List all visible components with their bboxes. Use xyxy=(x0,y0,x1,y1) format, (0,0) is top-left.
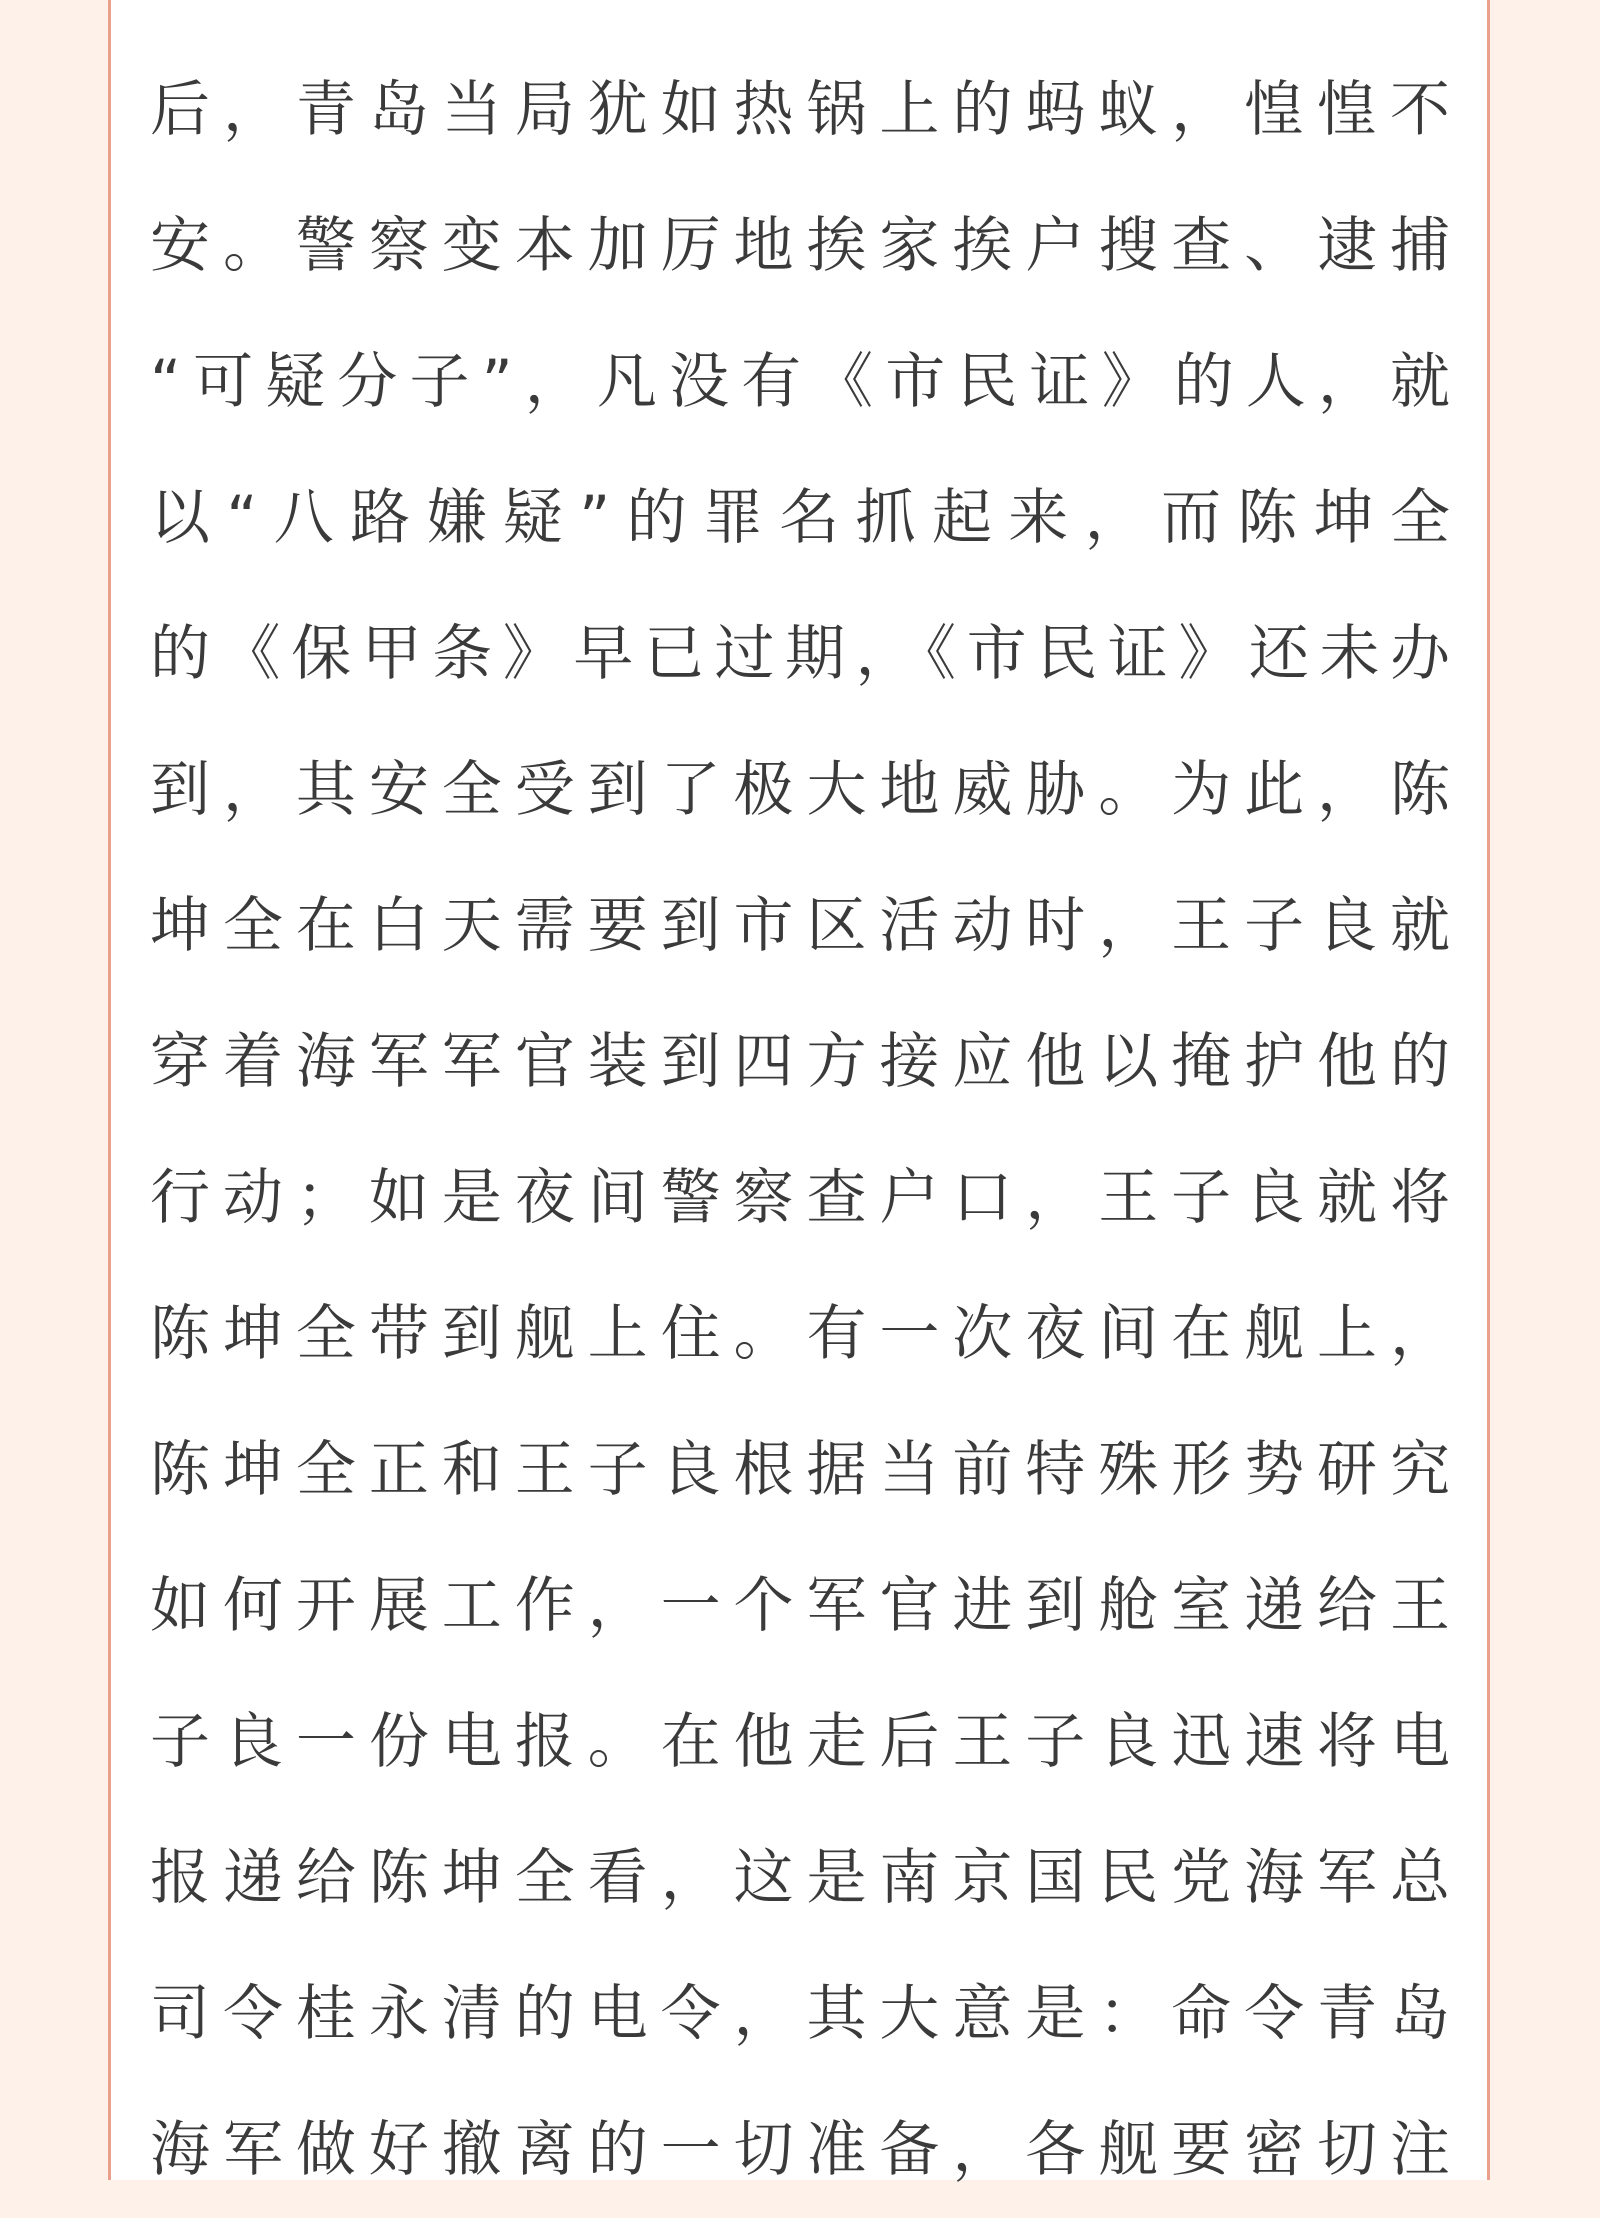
text-line: 到，其安全受到了极大地威胁。为此，陈 xyxy=(150,755,1450,825)
text-line: “可疑分子”，凡没有《市民证》的人，就 xyxy=(150,347,1450,417)
text-line: 陈坤全带到舰上住。有一次夜间在舰上， xyxy=(150,1299,1450,1369)
text-line: 陈坤全正和王子良根据当前特殊形势研究 xyxy=(150,1435,1450,1505)
text-line: 以“八路嫌疑”的罪名抓起来，而陈坤全 xyxy=(150,483,1450,553)
text-line: 坤全在白天需要到市区活动时，王子良就 xyxy=(150,891,1450,961)
article-body xyxy=(150,42,1450,2218)
text-line: 子良一份电报。在他走后王子良迅速将电 xyxy=(150,1707,1450,1777)
text-line: 的《保甲条》早已过期，《市民证》还未办 xyxy=(150,619,1450,689)
text-line: 司令桂永清的电令，其大意是：命令青岛 xyxy=(150,1979,1450,2049)
text-line: 穿着海军军官装到四方接应他以掩护他的 xyxy=(150,1027,1450,1097)
text-line: 报递给陈坤全看，这是南京国民党海军总 xyxy=(150,1843,1450,1913)
text-line: 后，青岛当局犹如热锅上的蚂蚁，惶惶不 xyxy=(150,75,1450,145)
text-line: 行动；如是夜间警察查户口，王子良就将 xyxy=(150,1163,1450,1233)
text-line: 海军做好撤离的一切准备，各舰要密切注 xyxy=(150,2115,1450,2185)
text-line: 安。警察变本加厉地挨家挨户搜查、逮捕 xyxy=(150,211,1450,281)
text-line: 如何开展工作，一个军官进到舱室递给王 xyxy=(150,1571,1450,1641)
